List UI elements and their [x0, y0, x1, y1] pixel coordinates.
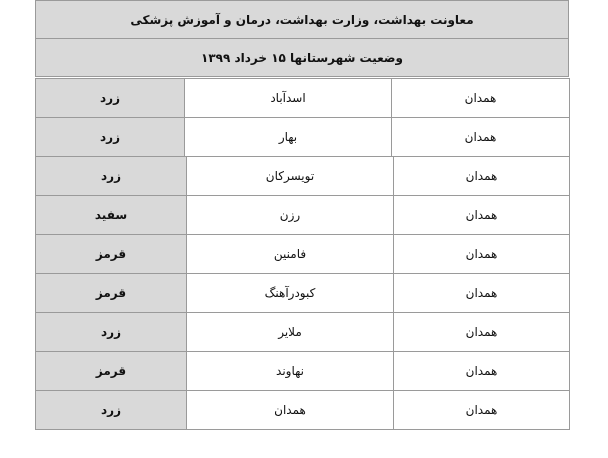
- province-cell: همدان: [394, 391, 570, 430]
- table-row: [36, 391, 570, 430]
- status-table-bottom: [35, 156, 570, 430]
- table-row: [36, 118, 570, 157]
- table-row: [36, 235, 570, 274]
- status-cell: قرمز: [36, 352, 187, 391]
- province-cell: همدان: [392, 118, 570, 157]
- city-cell: رزن: [187, 196, 394, 235]
- table-row: [36, 274, 570, 313]
- status-cell: زرد: [36, 157, 187, 196]
- city-cell: فامنین: [187, 235, 394, 274]
- status-cell: زرد: [36, 313, 187, 352]
- province-cell: همدان: [394, 352, 570, 391]
- header-subtitle: وضعیت شهرستانها ۱۵ خرداد ۱۳۹۹: [36, 39, 569, 77]
- city-cell: ملایر: [187, 313, 394, 352]
- city-cell: کبودرآهنگ: [187, 274, 394, 313]
- status-table-top: [35, 78, 570, 157]
- table-row: [36, 157, 570, 196]
- province-cell: همدان: [392, 79, 570, 118]
- city-cell: همدان: [187, 391, 394, 430]
- province-cell: همدان: [394, 274, 570, 313]
- status-cell: زرد: [36, 118, 185, 157]
- province-cell: همدان: [394, 196, 570, 235]
- header-table: [35, 0, 569, 77]
- status-cell: زرد: [36, 79, 185, 118]
- table-row: [36, 79, 570, 118]
- province-cell: همدان: [394, 235, 570, 274]
- status-cell: زرد: [36, 391, 187, 430]
- province-cell: همدان: [394, 313, 570, 352]
- province-cell: همدان: [394, 157, 570, 196]
- table-row: [36, 352, 570, 391]
- status-cell: سفید: [36, 196, 187, 235]
- table-row: [36, 313, 570, 352]
- table-row: [36, 196, 570, 235]
- city-cell: بهار: [185, 118, 392, 157]
- header-title: معاونت بهداشت، وزارت بهداشت، درمان و آموزش پزشکی: [36, 1, 569, 39]
- city-cell: تویسرکان: [187, 157, 394, 196]
- city-cell: اسدآباد: [185, 79, 392, 118]
- city-cell: نهاوند: [187, 352, 394, 391]
- status-cell: قرمز: [36, 235, 187, 274]
- status-cell: قرمز: [36, 274, 187, 313]
